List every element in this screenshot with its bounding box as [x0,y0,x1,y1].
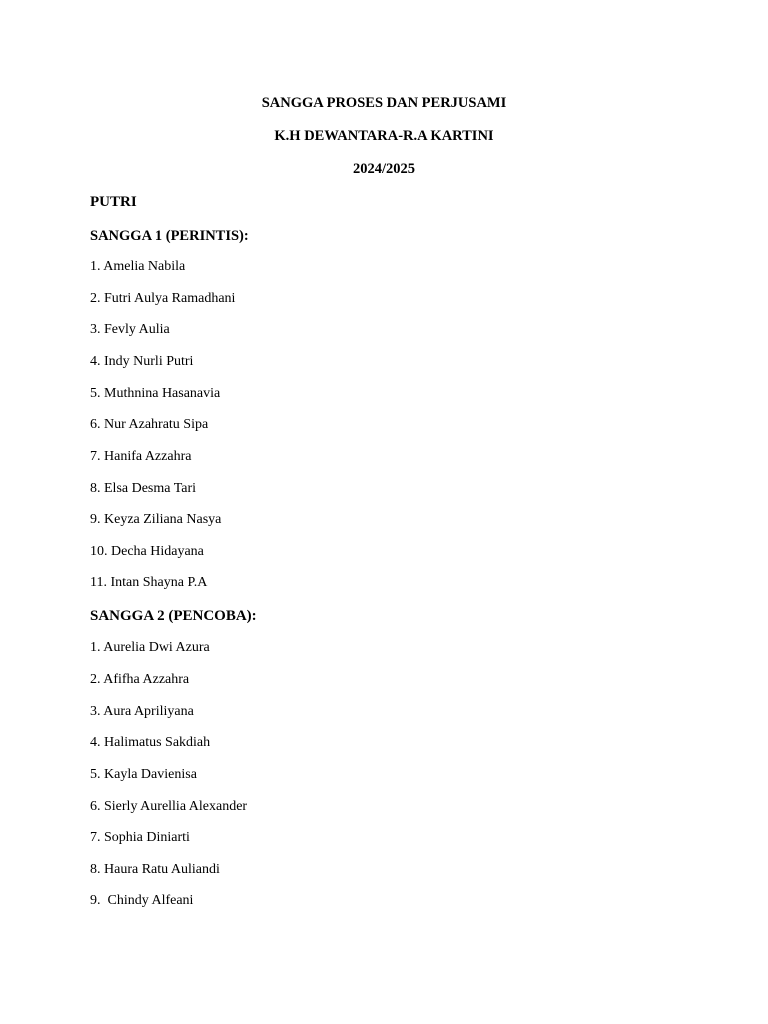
list-item: 6. Sierly Aurellia Alexander [90,799,248,814]
document-title: SANGGA PROSES DAN PERJUSAMI [261,95,507,111]
list-item: 2. Afifha Azzahra [90,672,190,687]
list-item: 9. Chindy Alfeani [90,893,194,908]
group-heading: SANGGA 1 (PERINTIS): [90,228,249,244]
list-item: 5. Kayla Davienisa [90,767,197,782]
list-item: 8. Elsa Desma Tari [90,481,197,496]
document-year: 2024/2025 [352,161,416,177]
list-item: 5. Muthnina Hasanavia [90,386,221,401]
document-subtitle: K.H DEWANTARA-R.A KARTINI [274,128,494,144]
group-heading: SANGGA 2 (PENCOBA): [90,608,257,624]
list-item: 2. Futri Aulya Ramadhani [90,291,236,306]
list-item: 3. Fevly Aulia [90,322,170,337]
list-item: 1. Aurelia Dwi Azura [90,640,210,655]
list-item: 4. Halimatus Sakdiah [90,735,211,750]
list-item: 9. Keyza Ziliana Nasya [90,512,222,527]
list-item: 1. Amelia Nabila [90,259,186,274]
list-item: 11. Intan Shayna P.A [90,575,208,590]
list-item: 7. Hanifa Azzahra [90,449,192,464]
list-item: 7. Sophia Diniarti [90,830,190,845]
list-item: 6. Nur Azahratu Sipa [90,417,209,432]
list-item: 4. Indy Nurli Putri [90,354,194,369]
section-label: PUTRI [90,194,137,210]
list-item: 10. Decha Hidayana [90,544,204,559]
list-item: 8. Haura Ratu Auliandi [90,862,220,877]
list-item: 3. Aura Apriliyana [90,704,194,719]
